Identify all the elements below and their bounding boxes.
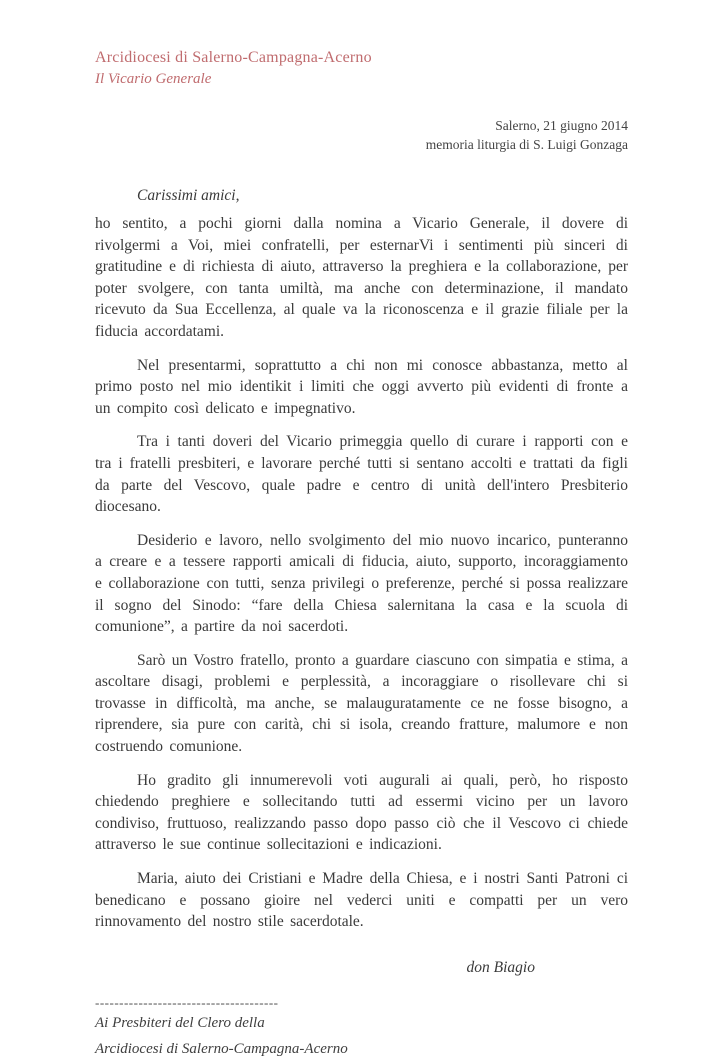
letterhead-organization: Arcidiocesi di Salerno-Campagna-Acerno (95, 49, 372, 66)
paragraph: Maria, aiuto dei Cristiani e Madre della Chiesa, e i nostri Santi Patroni ci benedicano e possano gioire nel vederci uniti e compatti per un vero rinnovamento del nostro stile sacerdotale. (95, 870, 628, 931)
separator-dashes: -------------------------------------- (95, 994, 279, 1010)
paragraph: Tra i tanti doveri del Vicario primeggia quello di curare i rapporti con e tra i fratelli presbiteri, e lavorare perché tutti si sentano accolti e trattati da figli da parte del Vescovo, quale padre e centro di unità dell'intero Presbiterio diocesano. (95, 433, 628, 516)
paragraph: Ho gradito gli innumerevoli voti augurali ai quali, però, ho risposto chiedendo preghiere e sollecitando tutti ad essermi vicino per un lavoro condiviso, fruttuoso, realizzando passo dopo passo ciò che il Vescovo ci chiede attraverso le sue continue sollecitazioni e indicazioni. (95, 771, 628, 854)
paragraph: Nel presentarmi, soprattutto a chi non mi conosce abbastanza, metto al primo posto nel mio identikit i limiti che oggi avverto più evidenti di fronte a un compito così delicato e impegnativo. (95, 356, 628, 417)
paragraph: Sarò un Vostro fratello, pronto a guardare ciascuno con simpatia e stima, a ascoltare disagi, problemi e perplessità, a incoraggiare o risollevare chi si trovasse in difficoltà, ma anche, se malauguratamente ce ne fosse bisogno, a riprendere, sia pure con carità, chi si isola, creando fratture, malumore e non costruendo comunione. (95, 651, 628, 756)
recipient-line: Arcidiocesi di Salerno-Campagna-Acerno (95, 1040, 348, 1057)
recipient-line: Ai Presbiteri del Clero della (95, 1014, 265, 1031)
dateline-place-date: Salerno, 21 giugno 2014 (495, 118, 628, 133)
letterhead-office: Il Vicario Generale (95, 71, 212, 87)
letterhead (95, 48, 628, 89)
paragraph: Desiderio e lavoro, nello svolgimento del mio nuovo incarico, punteranno a creare e a tessere rapporti amicali di fiducia, aiuto, supporto, incoraggiamento e collaborazione con tutti, senza privilegi o preferenze, perché si possa realizzare il sogno del Sinodo: “fare della Chiesa salernitana la casa e la scuola di comunione”, a partire da noi sacerdoti. (95, 531, 628, 636)
dateline-liturgical-memory: memoria liturgia di S. Luigi Gonzaga (425, 137, 628, 152)
greeting: Carissimi amici, (137, 187, 240, 204)
signature: don Biagio (466, 958, 535, 976)
dateline (95, 116, 628, 154)
recipient-block (95, 996, 628, 1062)
paragraph-opening: ho sentito, a pochi giorni dalla nomina a Vicario Generale, il dovere di rivolgermi a Voi, miei confratelli, per esternarVi i sentimenti più sinceri di gratitudine e di richiesta di aiuto, attraverso la preghiera e la collaborazione, per poter svolgere, con tanta umiltà, ma anche con determinazione, il mandato ricevuto da Sua Eccellenza, al quale va la riconoscenza e il grazie filiale per la fiducia accordatami. (95, 215, 628, 340)
